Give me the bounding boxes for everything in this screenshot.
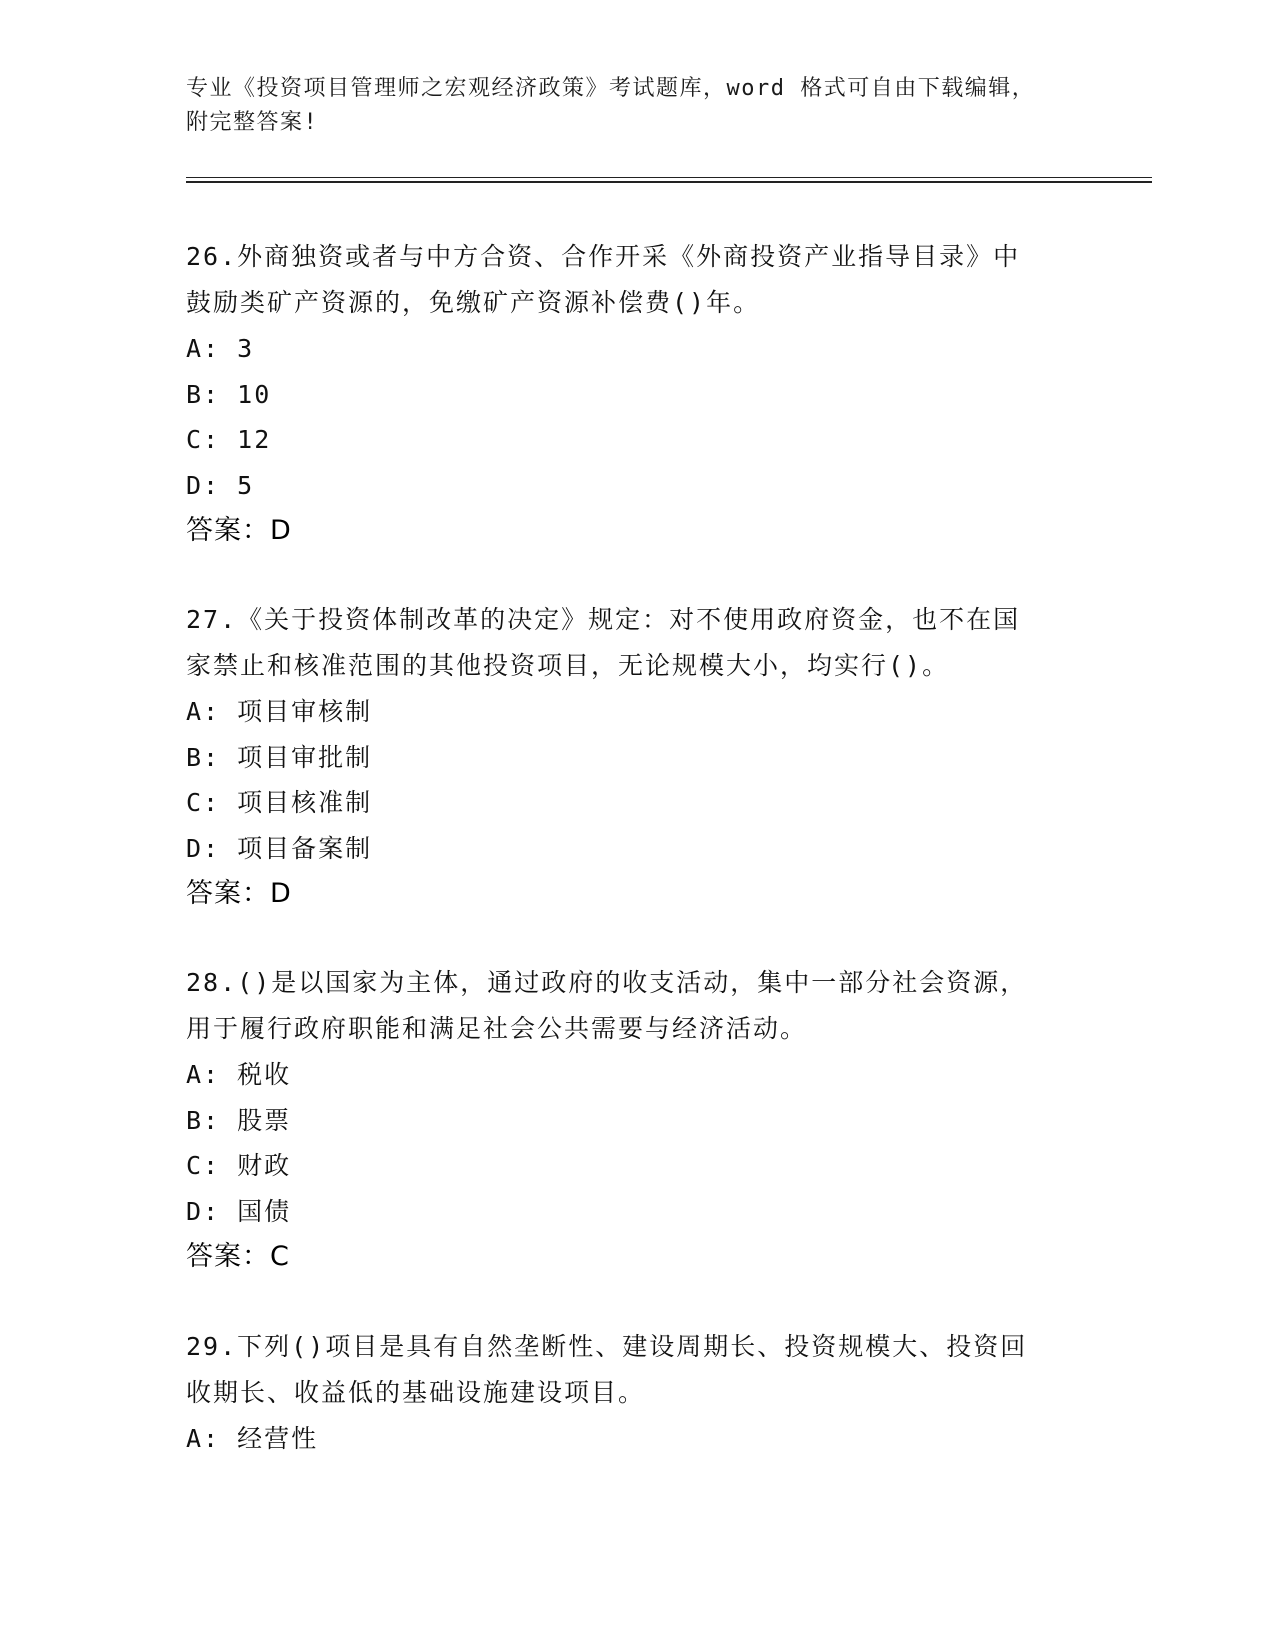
intro-line-1: 专业《投资项目管理师之宏观经济政策》考试题库，word 格式可自由下载编辑， (186, 76, 1036, 101)
question-stem (186, 234, 1086, 326)
stem-line-2: 鼓励类矿产资源的，免缴矿产资源补偿费()年。 (186, 288, 761, 317)
option-b: B: 股票 (186, 1105, 292, 1135)
question-28 (186, 960, 1086, 1280)
option-a: A: 经营性 (186, 1424, 319, 1453)
document-intro (186, 72, 1086, 140)
question-stem (186, 597, 1086, 689)
question-29 (186, 1324, 1086, 1462)
question-26 (186, 234, 1086, 554)
question-stem (186, 1324, 1086, 1416)
option-b: B: 10 (186, 379, 272, 409)
answer-line: 答案：D (186, 878, 292, 909)
option-d: D: 5 (186, 470, 255, 500)
option-a: A: 3 (186, 334, 255, 363)
header-divider-thick (186, 181, 1152, 183)
option-c: C: 项目核准制 (186, 788, 373, 817)
option-d: D: 国债 (186, 1196, 292, 1226)
question-27 (186, 597, 1086, 917)
option-c: C: 12 (186, 425, 272, 454)
question-stem (186, 960, 1086, 1052)
stem-line-1: 28.()是以国家为主体，通过政府的收支活动，集中一部分社会资源， (186, 968, 1028, 997)
option-a: A: 税收 (186, 1060, 292, 1089)
stem-line-2: 收期长、收益低的基础设施建设项目。 (186, 1378, 646, 1407)
stem-line-1: 29.下列()项目是具有自然垄断性、建设周期长、投资规模大、投资回 (186, 1332, 1028, 1361)
stem-line-2: 用于履行政府职能和满足社会公共需要与经济活动。 (186, 1014, 808, 1043)
option-d: D: 项目备案制 (186, 833, 373, 863)
option-a: A: 项目审核制 (186, 697, 373, 726)
stem-line-2: 家禁止和核准范围的其他投资项目，无论规模大小，均实行()。 (186, 651, 950, 680)
header-divider-thin (186, 177, 1152, 178)
intro-line-2: 附完整答案! (186, 110, 319, 135)
stem-line-1: 26.外商独资或者与中方合资、合作开采《外商投资产业指导目录》中 (186, 242, 1021, 271)
answer-line: 答案：D (186, 515, 292, 546)
option-c: C: 财政 (186, 1151, 292, 1180)
stem-line-1: 27.《关于投资体制改革的决定》规定：对不使用政府资金，也不在国 (186, 605, 1021, 634)
answer-line: 答案：C (186, 1241, 290, 1272)
option-b: B: 项目审批制 (186, 742, 373, 772)
